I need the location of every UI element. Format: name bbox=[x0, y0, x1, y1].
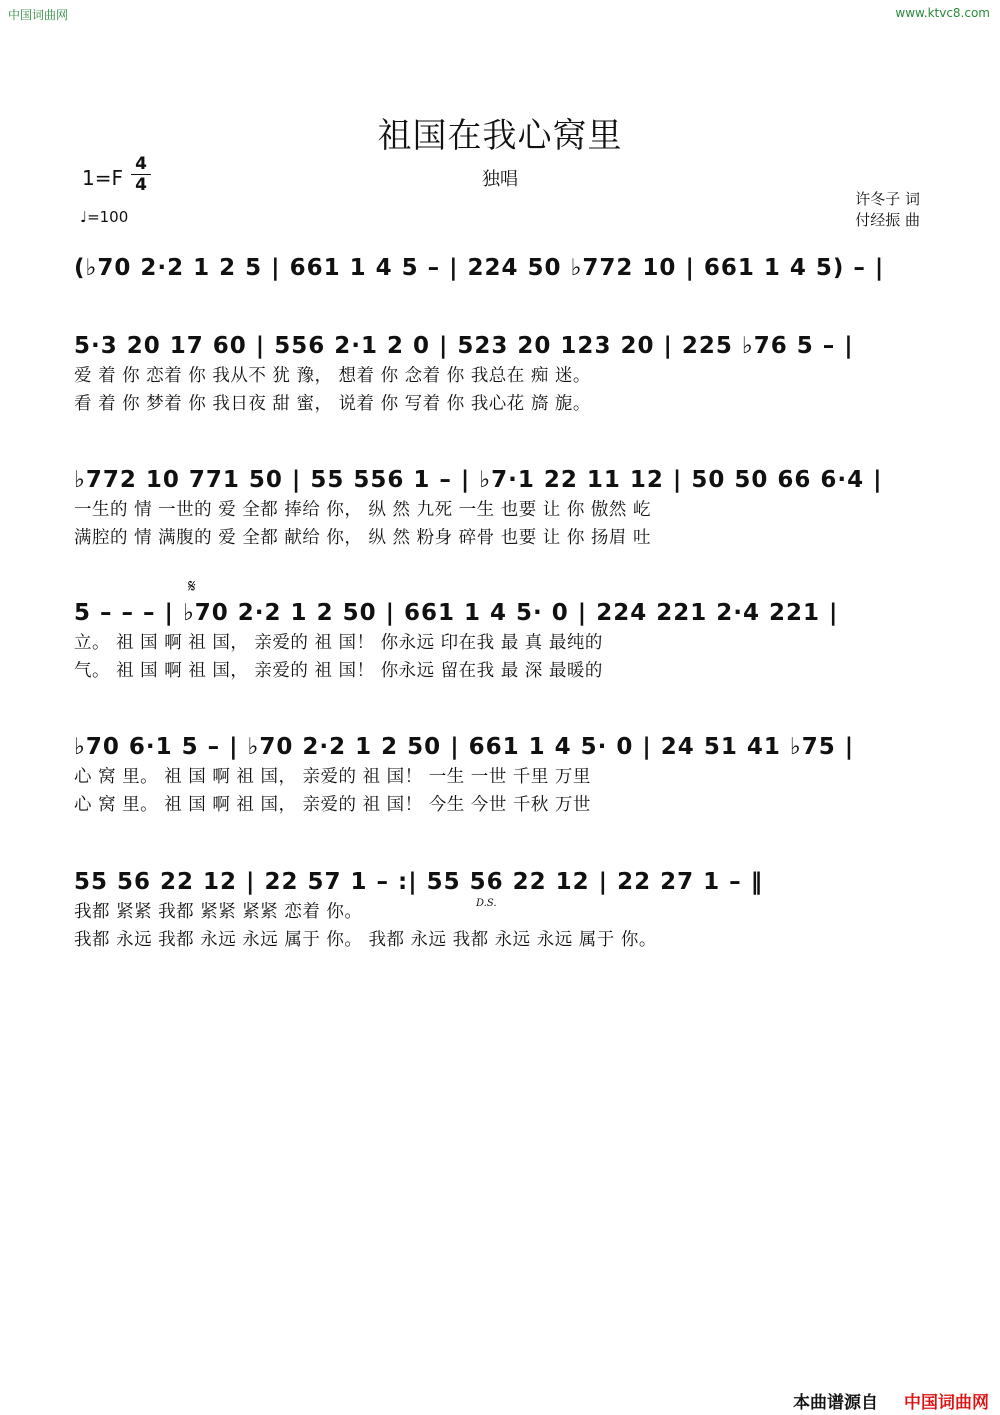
lyrics-verse-2: 我都 永远 我都 永远 永远 属于 你。 我都 永远 我都 永远 永远 属于 你。 bbox=[74, 930, 657, 950]
meter-bottom: 4 bbox=[131, 174, 151, 195]
time-signature bbox=[131, 154, 151, 195]
score-system-5 bbox=[74, 731, 926, 819]
dal-segno-mark: D.S. bbox=[476, 898, 497, 909]
tempo-marking: ♩=100 bbox=[80, 208, 129, 226]
song-title: 祖国在我心窝里 bbox=[377, 116, 623, 156]
notation-line: ♭70 6·1 5 – | ♭70 2·2 1 2 50 | 661 1 4 5· 0 | 24 51 41 ♭75 | bbox=[74, 734, 855, 760]
score-system-4 bbox=[74, 597, 926, 685]
score-system-3 bbox=[74, 464, 926, 552]
segno-sign: 𝄋 bbox=[188, 576, 196, 597]
lyrics-verse-2: 气。 祖 国 啊 祖 国， 亲爱的 祖 国！ 你永远 留在我 最 深 最暖的 bbox=[74, 661, 603, 681]
site-url-header[interactable]: www.ktvc8.com bbox=[895, 6, 990, 20]
lyrics-verse-1: 立。 祖 国 啊 祖 国， 亲爱的 祖 国！ 你永远 印在我 最 真 最纯的 bbox=[74, 633, 603, 653]
site-name-header: 中国词曲网 bbox=[8, 8, 69, 22]
notation-line: (♭70 2·2 1 2 5 | 661 1 4 5 – | 224 50 ♭772 10 | 661 1 4 5) – | bbox=[74, 255, 885, 281]
notation-line: 55 56 22 12 | 22 57 1 – :| 55 56 22 12 | 22 27 1 – ‖ bbox=[74, 869, 764, 895]
lyrics-verse-1: 一生的 情 一世的 爱 全都 捧给 你， 纵 然 九死 一生 也要 让 你 傲然 屹 bbox=[74, 500, 651, 520]
footer-site-link[interactable]: 中国词曲网 bbox=[904, 1393, 989, 1413]
lyrics-verse-2: 心 窝 里。 祖 国 啊 祖 国， 亲爱的 祖 国！ 今生 今世 千秋 万世 bbox=[74, 795, 591, 815]
score-system-1 bbox=[74, 252, 926, 284]
notation-line: 5·3 20 17 60 | 556 2·1 2 0 | 523 20 123 20 | 225 ♭76 5 – | bbox=[74, 333, 854, 359]
score-system-6 bbox=[74, 866, 926, 954]
notation-line: ♭772 10 771 50 | 55 556 1 – | ♭7·1 22 11 12 | 50 50 66 6·4 | bbox=[74, 467, 883, 493]
score-system-2 bbox=[74, 330, 926, 418]
composer-credit: 付经振 曲 bbox=[855, 211, 920, 229]
lyrics-verse-1: 爱 着 你 恋着 你 我从不 犹 豫， 想着 你 念着 你 我总在 痴 迷。 bbox=[74, 366, 591, 386]
footer-source-label: 本曲谱源自 bbox=[793, 1393, 878, 1413]
lyricist-credit: 许冬子 词 bbox=[855, 190, 920, 208]
meter-top: 4 bbox=[135, 154, 147, 174]
lyrics-verse-2: 看 着 你 梦着 你 我日夜 甜 蜜， 说着 你 写着 你 我心花 旖 旎。 bbox=[74, 394, 591, 414]
song-subtitle: 独唱 bbox=[482, 169, 518, 190]
lyrics-verse-2: 满腔的 情 满腹的 爱 全都 献给 你， 纵 然 粉身 碎骨 也要 让 你 扬眉 吐 bbox=[74, 528, 651, 548]
notation-line: 5 – – – | ♭70 2·2 1 2 50 | 661 1 4 5· 0 | 224 221 2·4 221 | bbox=[74, 600, 839, 626]
lyrics-verse-1: 心 窝 里。 祖 国 啊 祖 国， 亲爱的 祖 国！ 一生 一世 千里 万里 bbox=[74, 767, 591, 787]
key-signature: 1=F bbox=[82, 166, 123, 190]
lyrics-verse-1: 我都 紧紧 我都 紧紧 紧紧 恋着 你。 bbox=[74, 902, 363, 922]
